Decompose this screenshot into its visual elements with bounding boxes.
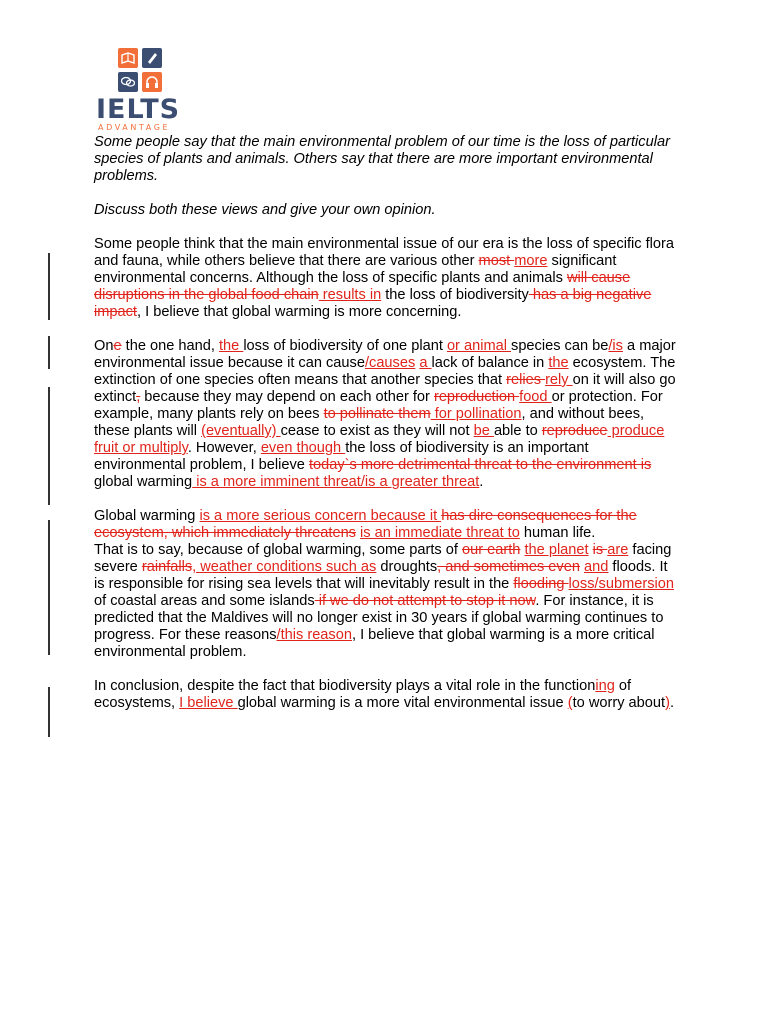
body-text: . However,	[187, 440, 261, 456]
inserted-text: I believe	[179, 695, 238, 711]
headphones-icon	[142, 72, 162, 92]
deleted-text: is	[592, 542, 608, 558]
deleted-text: ,	[136, 389, 141, 405]
body-text: , I believe that global warming is more concerning.	[136, 304, 462, 320]
inserted-text: more	[514, 253, 548, 269]
body-text: cease to exist as they will not	[280, 423, 474, 439]
inserted-text: ing	[595, 678, 615, 694]
inserted-text: is a more serious concern because it	[199, 508, 442, 524]
body-text: significant environmental concerns. Although the loss of specific plants and animals	[94, 253, 617, 286]
deleted-text: relies	[506, 372, 546, 388]
body-text: loss of biodiversity of one plant	[243, 338, 447, 354]
body-text: of ecosystems,	[94, 678, 632, 711]
inserted-text: for pollination	[430, 406, 522, 422]
books-icon	[118, 48, 138, 68]
inserted-text: the	[218, 338, 244, 354]
body-text: .	[669, 695, 675, 711]
inserted-text: loss/submersion	[568, 576, 674, 592]
inserted-text: produce fruit or multiply	[94, 423, 665, 456]
body-text: , I believe that global warming is a more critical environmental problem.	[94, 627, 655, 660]
prompt-instruction: Discuss both these views and give your own opinion.	[94, 202, 436, 218]
deleted-text: today`s more detrimental threat to the environment is	[308, 457, 652, 473]
inserted-text: (eventually)	[201, 423, 281, 439]
inserted-text: food	[519, 389, 552, 405]
deleted-text: our earth	[462, 542, 521, 558]
body-text: , and without bees, these plants will	[94, 406, 645, 439]
inserted-text: (	[567, 695, 573, 711]
essay-document	[94, 134, 680, 729]
body-text: the loss of biodiversity	[381, 287, 529, 303]
deleted-text: , and sometimes even	[437, 559, 580, 575]
body-text: of coastal areas and some islands	[94, 593, 315, 609]
deleted-text: e	[113, 338, 122, 354]
paragraph-introduction	[94, 236, 680, 321]
inserted-text: are	[607, 542, 629, 558]
body-text: a major environmental issue because it can cause	[94, 338, 676, 371]
pen-icon	[142, 48, 162, 68]
body-text: lack of balance in	[431, 355, 549, 371]
body-text: able to	[493, 423, 542, 439]
body-text: the one hand,	[121, 338, 219, 354]
body-text: global warming	[94, 474, 193, 490]
deleted-text: if we do not attempt to stop it now	[314, 593, 536, 609]
inserted-text: /is	[608, 338, 623, 354]
inserted-text: /causes	[364, 355, 416, 371]
body-text: facing severe	[94, 542, 672, 575]
body-text: or protection. For example, many plants rely on bees	[94, 389, 663, 422]
logo-subtitle: ADVANTAGE	[98, 123, 171, 132]
inserted-text: /this reason	[276, 627, 352, 643]
body-text: droughts	[376, 559, 438, 575]
body-text: to worry about	[572, 695, 666, 711]
deleted-text: has dire consequences for the ecosystem, which immediately threatens	[94, 508, 637, 541]
inserted-text: is an immediate threat to	[360, 525, 520, 541]
inserted-text: rely	[545, 372, 573, 388]
deleted-text: reproduction	[433, 389, 520, 405]
inserted-text: the	[548, 355, 569, 371]
body-text: floods. It is responsible for rising sea levels that will inevitably result in the	[94, 559, 668, 592]
deleted-text: rainfalls	[141, 559, 193, 575]
paragraph-body-one	[94, 338, 680, 491]
body-text: . For instance, it is predicted that the Maldives will no longer exist in 30 years if global warming continues to progress. For these reasons	[94, 593, 664, 643]
deleted-text: will cause disruptions in the global food chain	[94, 270, 631, 303]
body-text: .	[479, 474, 484, 490]
logo-wordmark: IELTS	[96, 94, 181, 125]
inserted-text: the planet	[524, 542, 589, 558]
inserted-text: be	[473, 423, 494, 439]
inserted-text: )	[665, 695, 670, 711]
inserted-text: , weather conditions such as	[192, 559, 377, 575]
deleted-text: most	[478, 253, 515, 269]
speech-bubbles-icon	[118, 72, 138, 92]
body-text: On	[94, 338, 114, 354]
change-bar	[48, 336, 50, 369]
inserted-text: or animal	[446, 338, 512, 354]
logo-icon-grid	[118, 48, 162, 92]
body-text: Global warming	[94, 508, 200, 524]
essay-prompt	[94, 134, 680, 219]
prompt-question: Some people say that the main environmental problem of our time is the loss of particular species of plants and animals. Others say that there are more important environmental problems.	[94, 134, 670, 184]
body-text: because they may depend on each other for	[140, 389, 434, 405]
inserted-text: is a more imminent threat/is a greater threat	[192, 474, 480, 490]
change-bar	[48, 520, 50, 655]
inserted-text: even though	[260, 440, 346, 456]
change-bar	[48, 387, 50, 505]
deleted-text: reproduce	[541, 423, 608, 439]
paragraph-body-two	[94, 508, 680, 661]
inserted-text: a	[419, 355, 432, 371]
body-text: on it will also go extinct	[94, 372, 676, 405]
body-text: human life. That is to say, because of global warming, some parts of	[94, 525, 596, 558]
body-text: the loss of biodiversity is an important environmental problem, I believe	[94, 440, 589, 473]
body-text: species can be	[511, 338, 609, 354]
body-text: global warming is a more vital environmental issue	[237, 695, 568, 711]
change-bar	[48, 253, 50, 320]
paragraph-conclusion	[94, 678, 680, 712]
ielts-advantage-logo	[96, 48, 188, 134]
body-text: In conclusion, despite the fact that biodiversity plays a vital role in the function	[94, 678, 596, 694]
deleted-text: to pollinate them	[323, 406, 431, 422]
deleted-text: flooding	[513, 576, 569, 592]
body-text: ecosystem. The extinction of one species often means that another species that	[94, 355, 676, 388]
inserted-text: results in	[318, 287, 382, 303]
body-text: Some people think that the main environmental issue of our era is the loss of specific flora and fauna, while others believe that there are various other	[94, 236, 675, 269]
deleted-text: has a big negative impact	[94, 287, 652, 320]
change-bar	[48, 687, 50, 737]
inserted-text: and	[584, 559, 609, 575]
